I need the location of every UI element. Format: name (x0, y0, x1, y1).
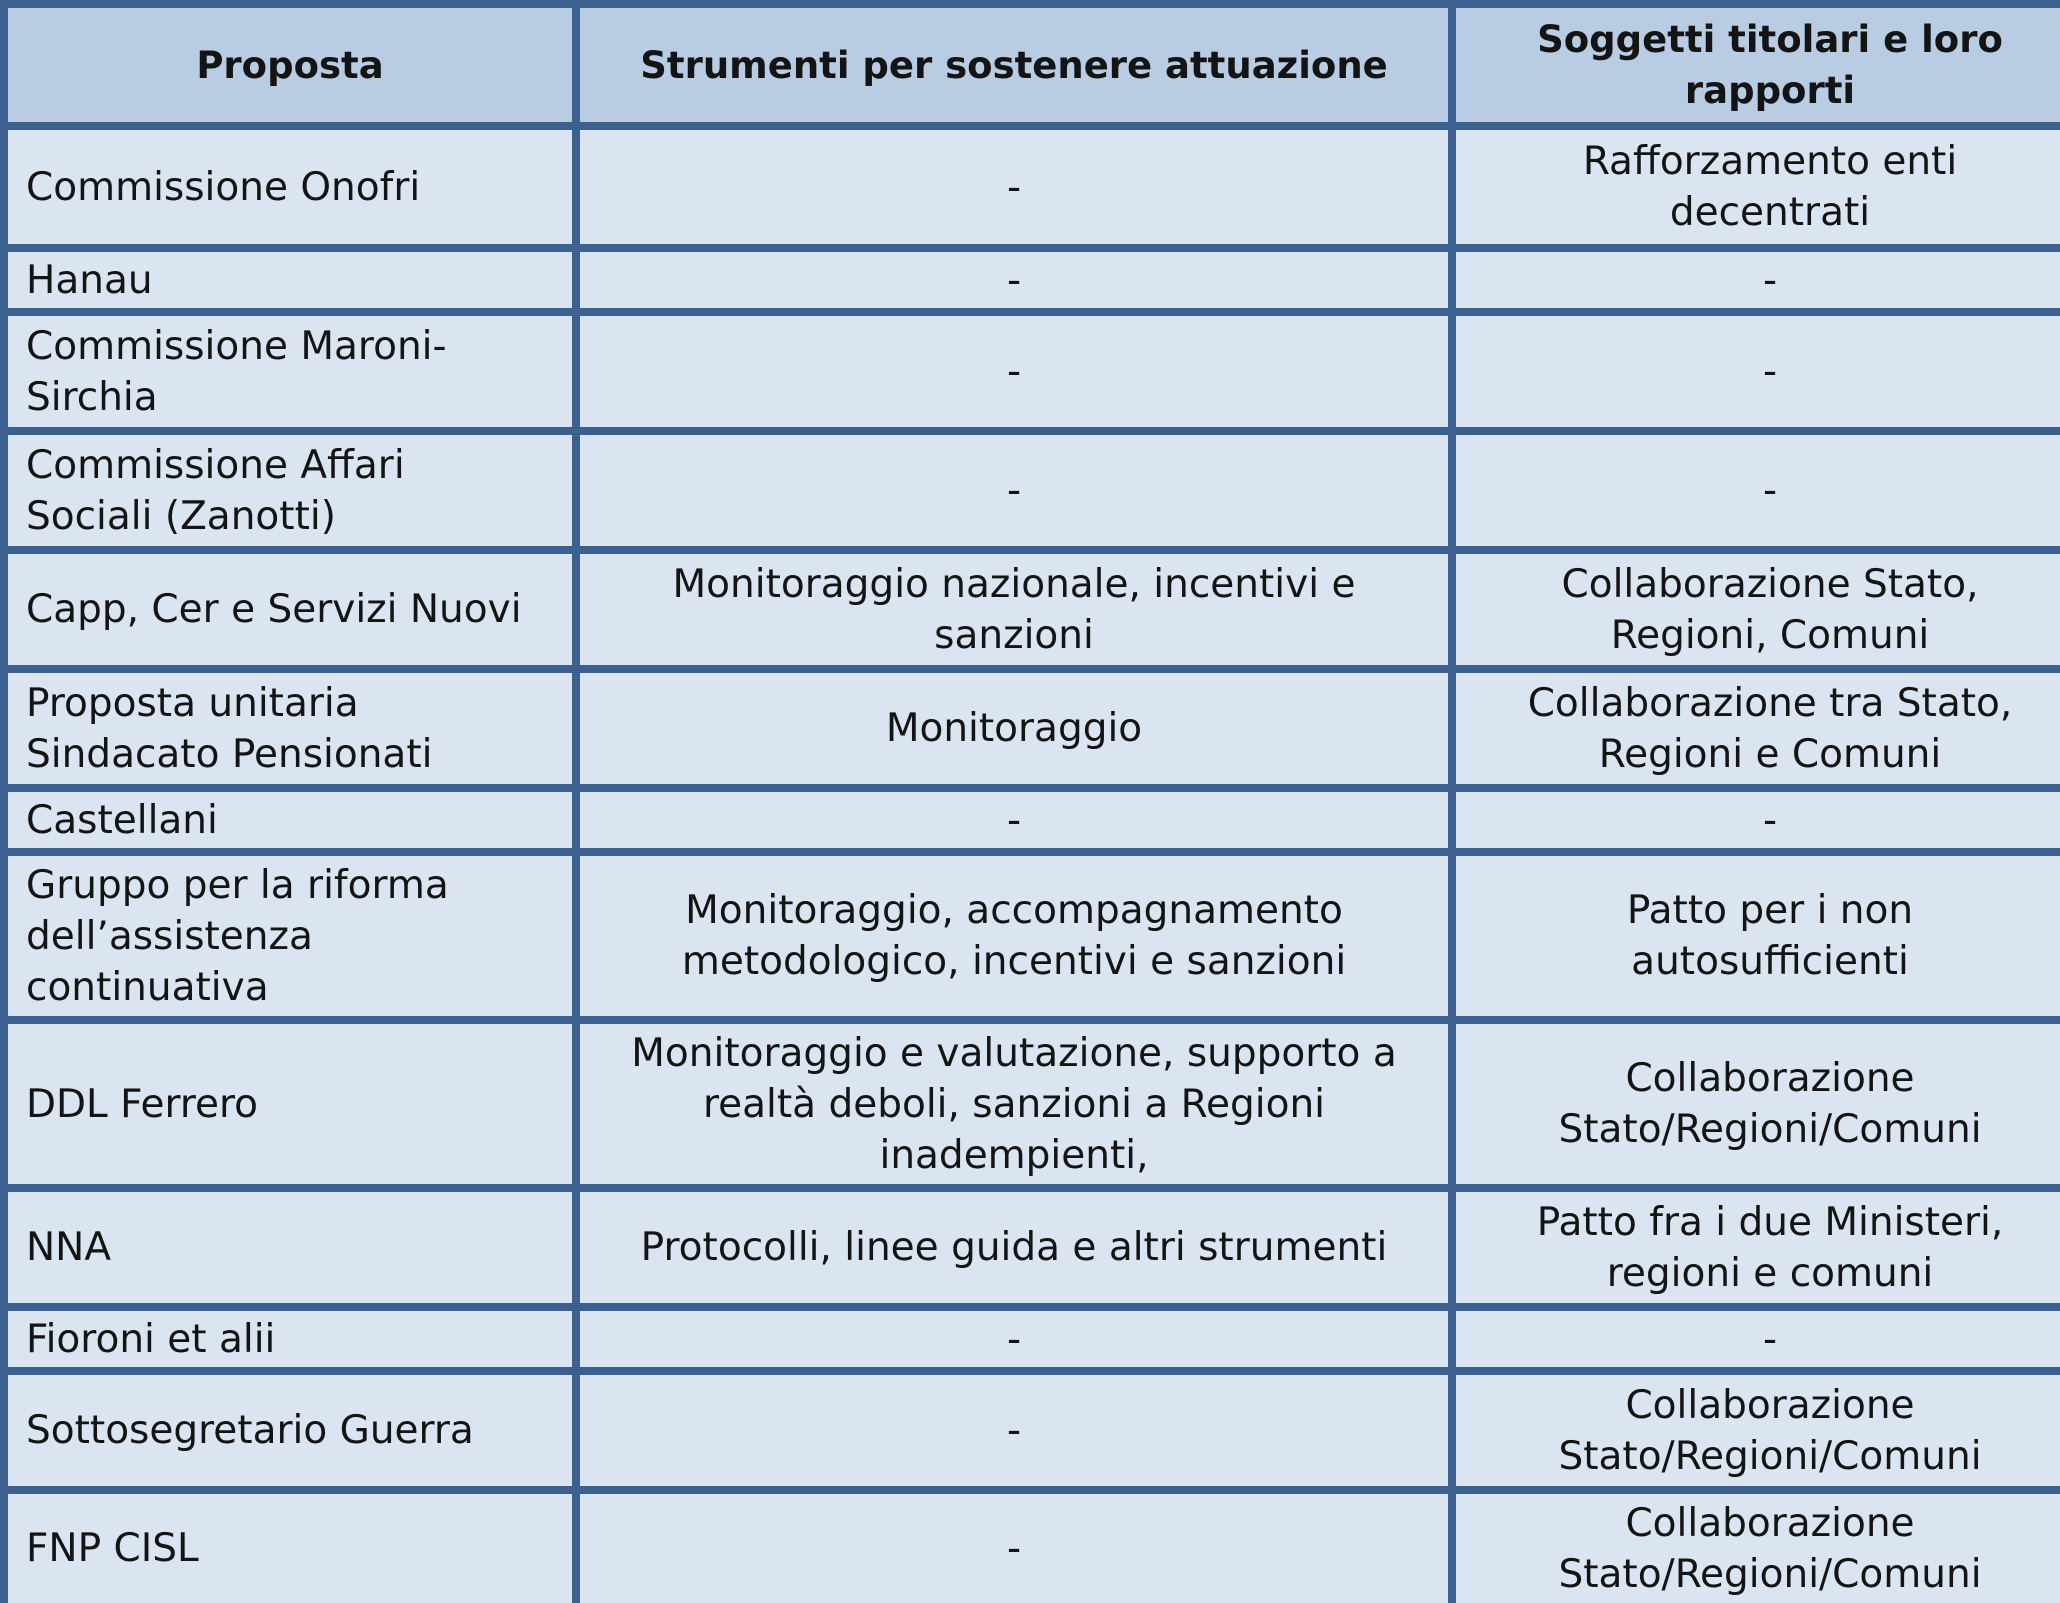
cell-soggetti: Patto per i non autosufficienti (1456, 856, 2060, 1016)
cell-soggetti: - (1456, 435, 2060, 546)
cell-strumenti: Protocolli, linee guida e altri strumenti (580, 1192, 1448, 1303)
cell-strumenti: - (580, 1375, 1448, 1486)
cell-soggetti: Collaborazione Stato/Regioni/Comuni (1456, 1375, 2060, 1486)
cell-strumenti: Monitoraggio, accompagnamento metodologico, incentivi e sanzioni (580, 856, 1448, 1016)
cell-strumenti: Monitoraggio nazionale, incentivi e sanzioni (580, 554, 1448, 665)
cell-strumenti: - (580, 1311, 1448, 1367)
cell-strumenti: - (580, 130, 1448, 244)
cell-soggetti: - (1456, 792, 2060, 848)
cell-strumenti: - (580, 792, 1448, 848)
cell-proposta: Commissione Onofri (8, 130, 572, 244)
cell-proposta: NNA (8, 1192, 572, 1303)
header-proposta: Proposta (8, 8, 572, 122)
cell-soggetti: Collaborazione Stato, Regioni, Comuni (1456, 554, 2060, 665)
cell-strumenti: - (580, 1494, 1448, 1603)
cell-proposta: FNP CISL (8, 1494, 572, 1603)
cell-proposta: Castellani (8, 792, 572, 848)
header-soggetti: Soggetti titolari e loro rapporti (1456, 8, 2060, 122)
cell-proposta: Capp, Cer e Servizi Nuovi (8, 554, 572, 665)
cell-soggetti: Rafforzamento enti decentrati (1456, 130, 2060, 244)
cell-strumenti: Monitoraggio e valutazione, supporto a realtà deboli, sanzioni a Regioni inadempienti, (580, 1024, 1448, 1184)
cell-proposta: Hanau (8, 252, 572, 308)
cell-soggetti: - (1456, 252, 2060, 308)
cell-strumenti: - (580, 316, 1448, 427)
cell-proposta: DDL Ferrero (8, 1024, 572, 1184)
cell-soggetti: Collaborazione Stato/Regioni/Comuni (1456, 1494, 2060, 1603)
cell-soggetti: - (1456, 1311, 2060, 1367)
cell-soggetti: Collaborazione Stato/Regioni/Comuni (1456, 1024, 2060, 1184)
cell-proposta: Commissione Affari Sociali (Zanotti) (8, 435, 572, 546)
cell-soggetti: Patto fra i due Ministeri, regioni e comuni (1456, 1192, 2060, 1303)
cell-strumenti: - (580, 435, 1448, 546)
cell-proposta: Proposta unitaria Sindacato Pensionati (8, 673, 572, 784)
cell-soggetti: - (1456, 316, 2060, 427)
cell-strumenti: - (580, 252, 1448, 308)
cell-proposta: Commissione Maroni-Sirchia (8, 316, 572, 427)
cell-proposta: Fioroni et alii (8, 1311, 572, 1367)
cell-proposta: Sottosegretario Guerra (8, 1375, 572, 1486)
cell-soggetti: Collaborazione tra Stato, Regioni e Comuni (1456, 673, 2060, 784)
cell-strumenti: Monitoraggio (580, 673, 1448, 784)
cell-proposta: Gruppo per la riforma dell’assistenza continuativa (8, 856, 572, 1016)
header-strumenti: Strumenti per sostenere attuazione (580, 8, 1448, 122)
